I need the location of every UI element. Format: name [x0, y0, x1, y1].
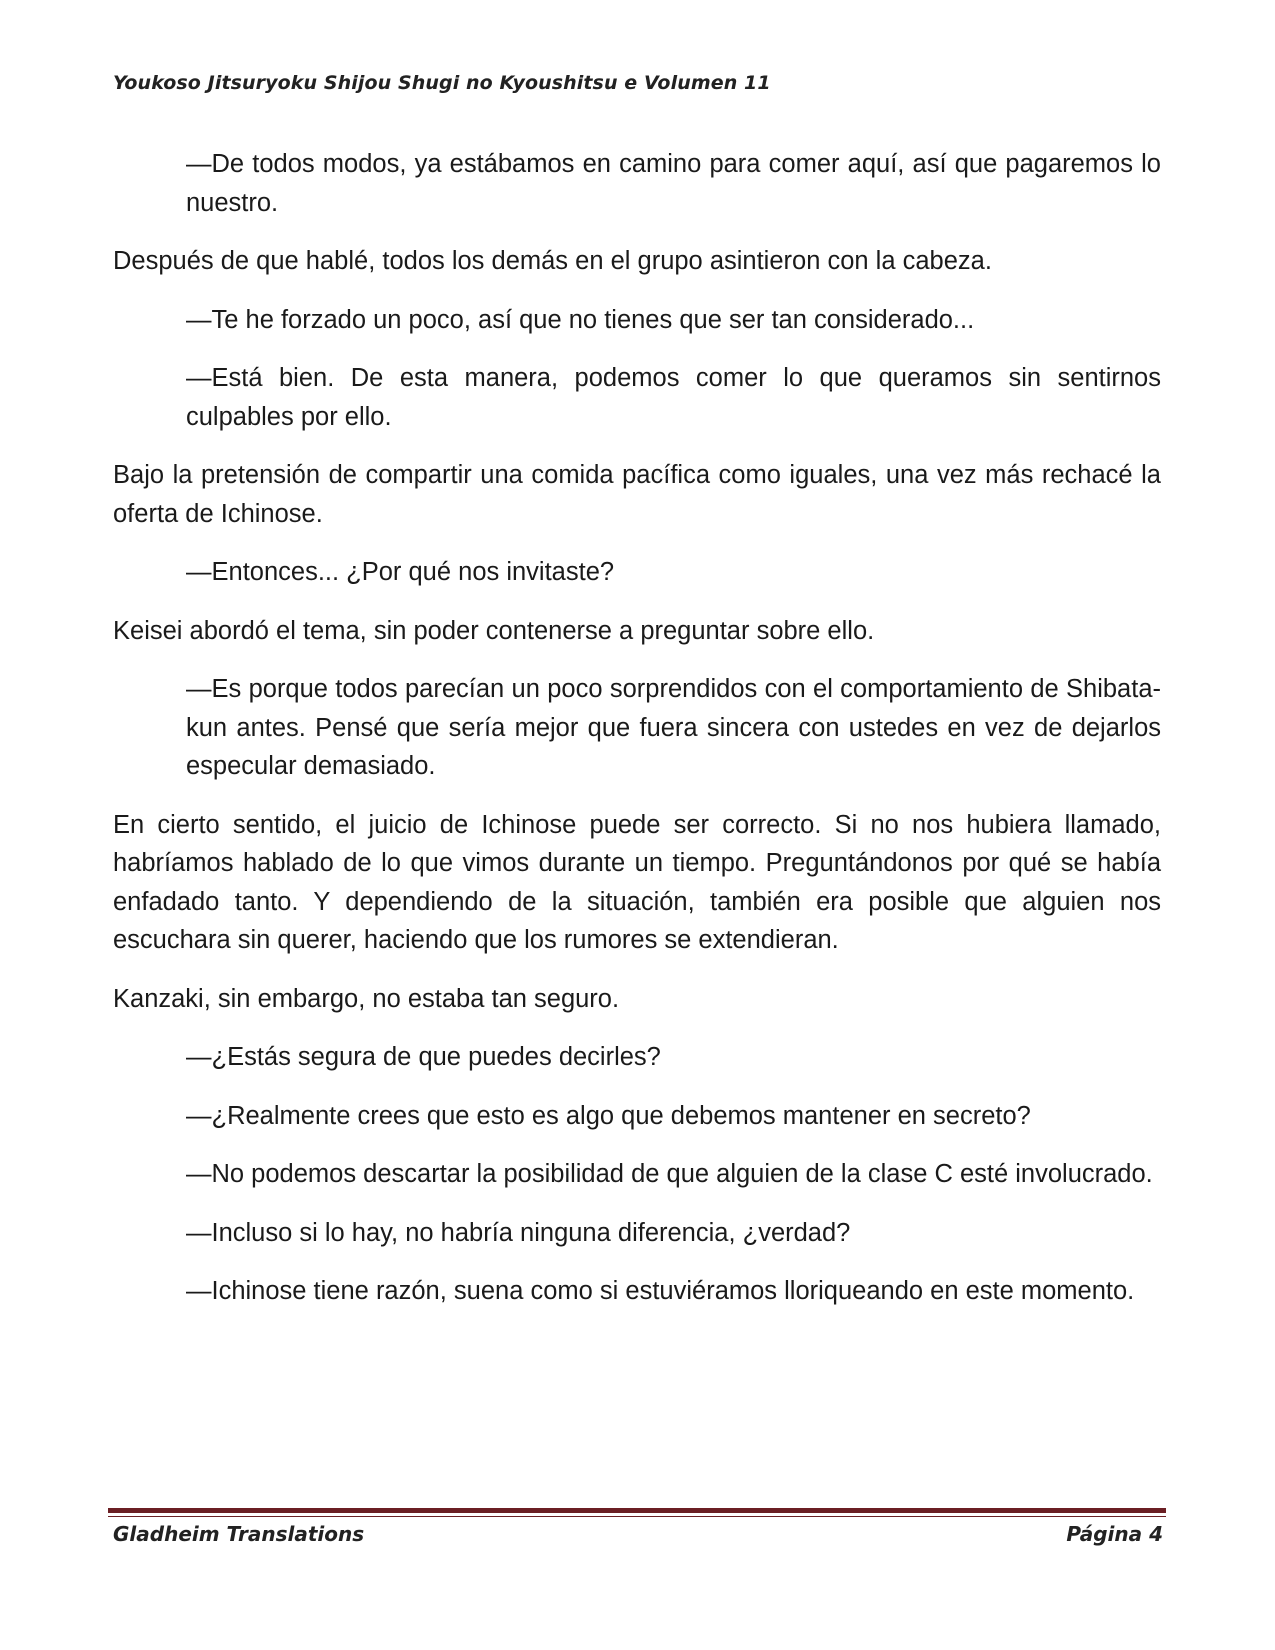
footer-divider-thin	[108, 1516, 1166, 1517]
footer-credit: Gladheim Translations	[113, 1522, 365, 1546]
dialogue-paragraph: —De todos modos, ya estábamos en camino para comer aquí, así que pagaremos lo nuestro.	[186, 150, 1161, 217]
narration-paragraph: Bajo la pretensión de compartir una comida pacífica como iguales, una vez más rechacé la oferta de Ichinose.	[113, 461, 1161, 528]
footer-divider	[108, 1508, 1166, 1513]
dialogue-paragraph: —Ichinose tiene razón, suena como si estuviéramos lloriqueando en este momento.	[186, 1277, 1135, 1305]
narration-paragraph: En cierto sentido, el juicio de Ichinose puede ser correcto. Si no nos hubiera llamado, habríamos hablado de lo que vimos durante un tiempo. Preguntándonos por qué se había enfadado tanto. Y dependiendo de la situación, también era posible que alguien nos escuchara sin querer, haciendo que los rumores se extendieran.	[113, 810, 1161, 954]
page-body	[113, 145, 1161, 1331]
page-header-title: Youkoso Jitsuryoku Shijou Shugi no Kyoushitsu e Volumen 11	[113, 72, 771, 94]
dialogue-paragraph: —Incluso si lo hay, no habría ninguna diferencia, ¿verdad?	[186, 1218, 851, 1247]
dialogue-paragraph: —Entonces... ¿Por qué nos invitaste?	[186, 558, 615, 586]
narration-paragraph: Después de que hablé, todos los demás en el grupo asintieron con la cabeza.	[113, 247, 992, 275]
dialogue-paragraph: —Está bien. De esta manera, podemos comer lo que queramos sin sentirnos culpables por ello.	[186, 364, 1161, 431]
dialogue-paragraph: —No podemos descartar la posibilidad de que alguien de la clase C esté involucrado.	[186, 1160, 1153, 1188]
dialogue-paragraph: —¿Realmente crees que esto es algo que debemos mantener en secreto?	[186, 1101, 1031, 1130]
page-number: Página 4	[1066, 1522, 1163, 1546]
dialogue-paragraph: —Te he forzado un poco, así que no tienes que ser tan considerado...	[186, 305, 975, 334]
dialogue-paragraph: —Es porque todos parecían un poco sorprendidos con el comportamiento de Shibata-kun antes. Pensé que sería mejor que fuera sincera con ustedes en vez de dejarlos especular demasiado.	[186, 675, 1161, 780]
narration-paragraph: Keisei abordó el tema, sin poder contenerse a preguntar sobre ello.	[113, 616, 875, 645]
narration-paragraph: Kanzaki, sin embargo, no estaba tan seguro.	[113, 984, 620, 1013]
dialogue-paragraph: —¿Estás segura de que puedes decirles?	[186, 1043, 661, 1071]
